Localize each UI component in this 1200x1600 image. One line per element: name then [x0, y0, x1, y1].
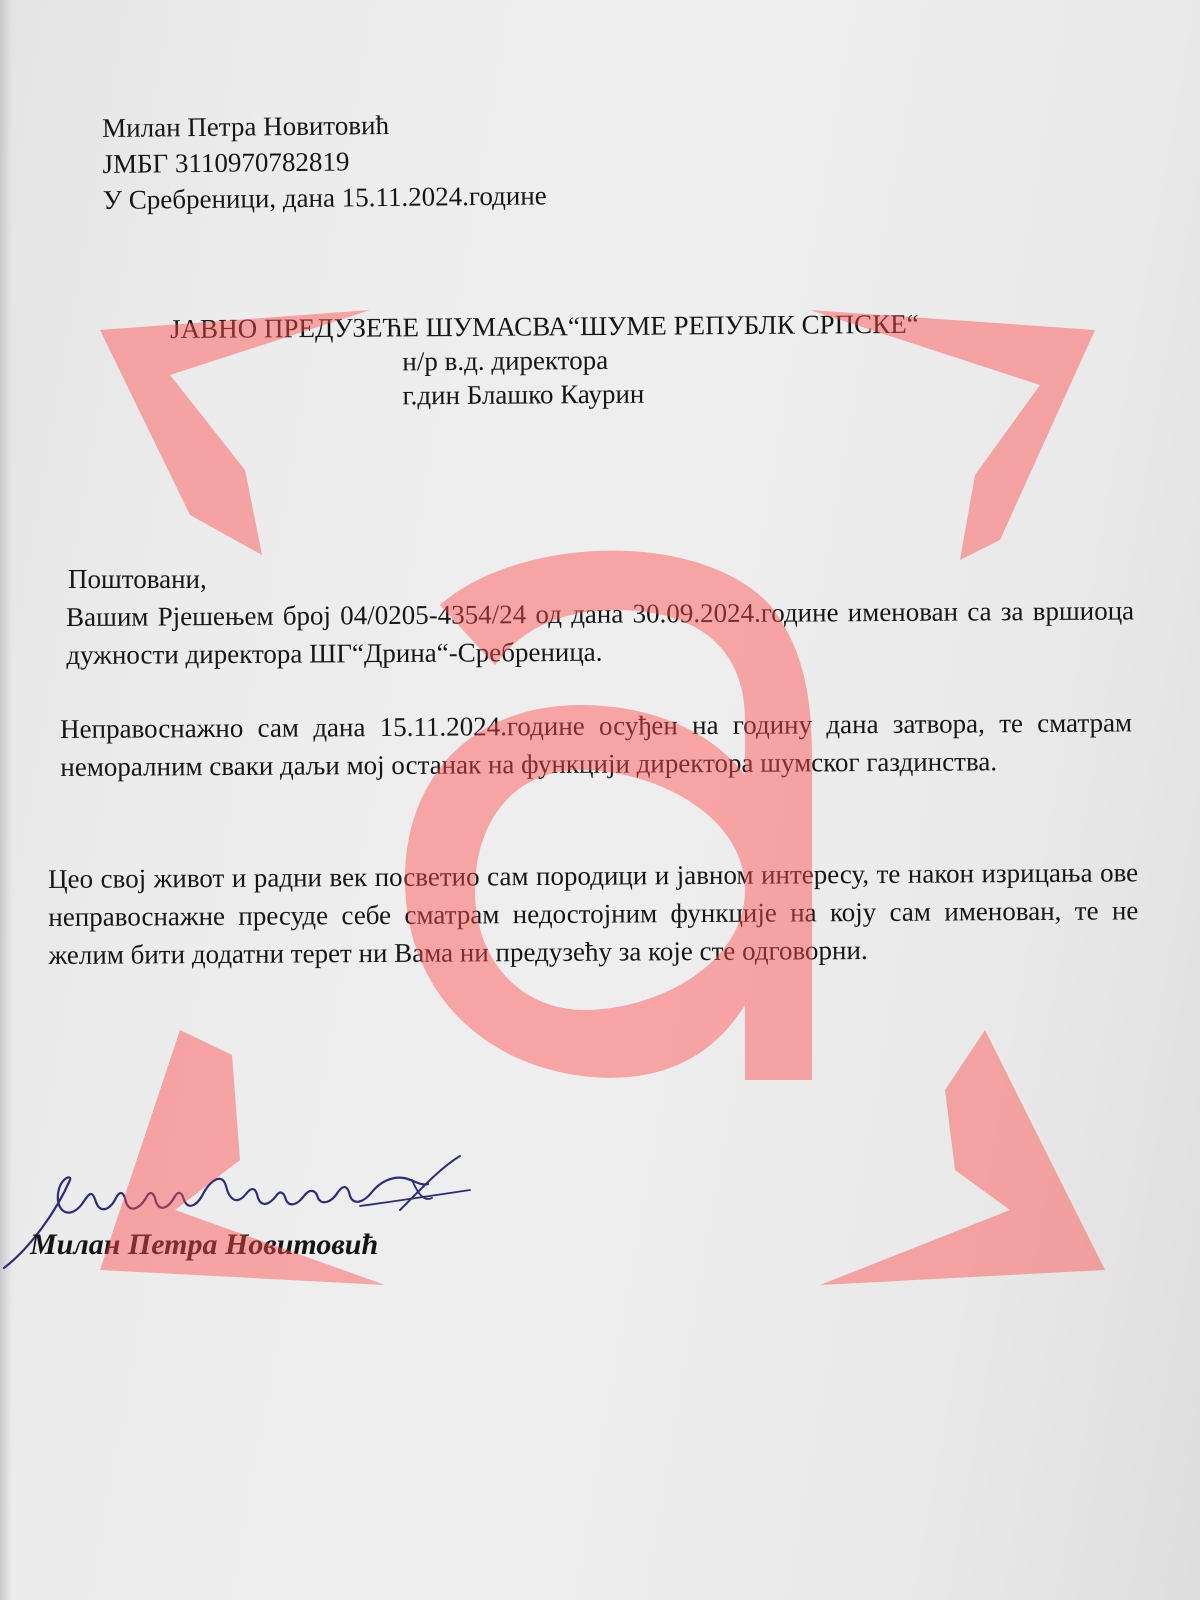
sender-jmbg: ЈМБГ 3110970782819 — [102, 146, 350, 179]
page-edge-shadow — [0, 0, 12, 1600]
recipient-attention: н/р в.д. директора — [402, 344, 609, 377]
sender-name: Милан Петра Новитовић — [102, 109, 390, 143]
recipient-company: ЈАВНО ПРЕДУЗЕЋЕ ШУМАСВА“ШУМЕ РЕПУБЛК СРПСКЕ“ — [170, 308, 919, 344]
sender-place-date: У Сребреници, дана 15.11.2024.године — [102, 180, 547, 215]
paragraph-conviction: Неправоснажно сам дана 15.11.2024.године осуђен на годину дана затвора, те сматрам неморалним сваки даљи мој останак на функцији директора шумског газдинства. — [60, 707, 1133, 782]
recipient-block — [170, 306, 1071, 414]
signature-name: Милан Петра Новитовић — [30, 1228, 379, 1261]
sender-block — [102, 105, 547, 218]
recipient-person: г.дин Блашко Каурин — [402, 378, 645, 411]
paragraph-appointment: Вашим Рјешењем број 04/0205-4354/24 од дана 30.09.2024.године именован са за вршиоца дужности директора ШГ“Дрина“-Сребреница. — [66, 595, 1135, 670]
salutation: Поштовани, — [68, 564, 207, 594]
paragraph-resignation: Цео свој живот и радни век посветио сам породици и јавном интересу, те након изрицања ове неправоснажне пресуде себе сматрам недостојним функције на коју сам именован, те не желим бити додатни терет ни Вама ни предузећу за које сте одговорни. — [48, 857, 1139, 970]
